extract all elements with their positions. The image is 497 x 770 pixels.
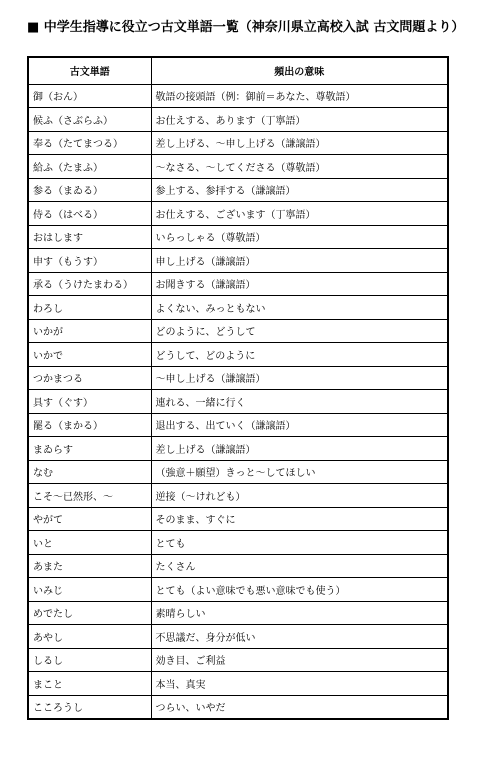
cell-meaning: 本当、真実 <box>151 672 448 696</box>
cell-word: こころうし <box>28 695 151 719</box>
table-row <box>28 178 448 202</box>
cell-meaning: 連れる、一緒に行く <box>151 390 448 414</box>
table-row <box>28 437 448 461</box>
cell-word: 参る（まゐる） <box>28 178 151 202</box>
cell-word: 罷る（まかる） <box>28 413 151 437</box>
cell-meaning: 差し上げる、〜申し上げる（謙譲語） <box>151 131 448 155</box>
cell-meaning: 敬語の接頭語（例：御前＝あなた、尊敬語） <box>151 84 448 108</box>
table-row <box>28 554 448 578</box>
cell-word: いかが <box>28 319 151 343</box>
cell-word: 具す（ぐす） <box>28 390 151 414</box>
cell-meaning: つらい、いやだ <box>151 695 448 719</box>
table-row <box>28 601 448 625</box>
cell-word: 承る（うけたまわる） <box>28 272 151 296</box>
cell-meaning: とても（よい意味でも悪い意味でも使う） <box>151 578 448 602</box>
cell-word: いみじ <box>28 578 151 602</box>
cell-meaning: どのように、どうして <box>151 319 448 343</box>
table-row <box>28 366 448 390</box>
cell-word: まゐらす <box>28 437 151 461</box>
table-row <box>28 319 448 343</box>
cell-meaning: いらっしゃる（尊敬語） <box>151 225 448 249</box>
table-row <box>28 695 448 719</box>
cell-meaning: お仕えする、ございます（丁寧語） <box>151 202 448 226</box>
cell-word: あまた <box>28 554 151 578</box>
table-row <box>28 155 448 179</box>
cell-meaning: 素晴らしい <box>151 601 448 625</box>
cell-word: 御（おん） <box>28 84 151 108</box>
column-header-meaning: 頻出の意味 <box>151 57 448 84</box>
cell-word: 給ふ（たまふ） <box>28 155 151 179</box>
cell-word: わろし <box>28 296 151 320</box>
cell-meaning: お仕えする、あります（丁寧語） <box>151 108 448 132</box>
cell-word: 侍る（はべる） <box>28 202 151 226</box>
cell-meaning: 〜なさる、〜してくださる（尊敬語） <box>151 155 448 179</box>
cell-meaning: とても <box>151 531 448 555</box>
cell-meaning: 差し上げる（謙譲語） <box>151 437 448 461</box>
cell-meaning: 参上する、参拝する（謙譲語） <box>151 178 448 202</box>
cell-meaning: たくさん <box>151 554 448 578</box>
cell-meaning: 申し上げる（謙譲語） <box>151 249 448 273</box>
cell-word: つかまつる <box>28 366 151 390</box>
cell-word: いと <box>28 531 151 555</box>
cell-word: めでたし <box>28 601 151 625</box>
table-row <box>28 484 448 508</box>
document-title: ■ 中学生指導に役立つ古文単語一覧（神奈川県立高校入試 古文問題より） <box>27 20 465 35</box>
table-row <box>28 648 448 672</box>
cell-word: やがて <box>28 507 151 531</box>
vocabulary-table <box>27 56 449 720</box>
cell-word: 候ふ（さぶらふ） <box>28 108 151 132</box>
cell-meaning: どうして、どのように <box>151 343 448 367</box>
cell-word: 奉る（たてまつる） <box>28 131 151 155</box>
cell-meaning: （強意＋願望）きっと〜してほしい <box>151 460 448 484</box>
column-header-word: 古文単語 <box>28 57 151 84</box>
table-row <box>28 460 448 484</box>
table-row <box>28 531 448 555</box>
cell-word: おはします <box>28 225 151 249</box>
cell-meaning: 退出する、出ていく（謙譲語） <box>151 413 448 437</box>
cell-meaning: そのまま、すぐに <box>151 507 448 531</box>
cell-meaning: よくない、みっともない <box>151 296 448 320</box>
cell-word: 申す（もうす） <box>28 249 151 273</box>
table-row <box>28 507 448 531</box>
table-header-row <box>28 57 448 84</box>
table-row <box>28 249 448 273</box>
cell-word: あやし <box>28 625 151 649</box>
cell-meaning: 不思議だ、身分が低い <box>151 625 448 649</box>
table-row <box>28 413 448 437</box>
cell-word: しるし <box>28 648 151 672</box>
cell-word: いかで <box>28 343 151 367</box>
table-body <box>28 84 448 719</box>
cell-meaning: 効き目、ご利益 <box>151 648 448 672</box>
table-row <box>28 202 448 226</box>
table-row <box>28 84 448 108</box>
table-row <box>28 272 448 296</box>
cell-word: なむ <box>28 460 151 484</box>
table-row <box>28 578 448 602</box>
table-row <box>28 672 448 696</box>
table-row <box>28 108 448 132</box>
table-row <box>28 343 448 367</box>
table-row <box>28 625 448 649</box>
table-row <box>28 225 448 249</box>
cell-word: まこと <box>28 672 151 696</box>
cell-meaning: お聞きする（謙譲語） <box>151 272 448 296</box>
table-row <box>28 131 448 155</box>
cell-meaning: 〜申し上げる（謙譲語） <box>151 366 448 390</box>
table-row <box>28 390 448 414</box>
cell-word: こそ〜已然形、〜 <box>28 484 151 508</box>
cell-meaning: 逆接（〜けれども） <box>151 484 448 508</box>
table-row <box>28 296 448 320</box>
